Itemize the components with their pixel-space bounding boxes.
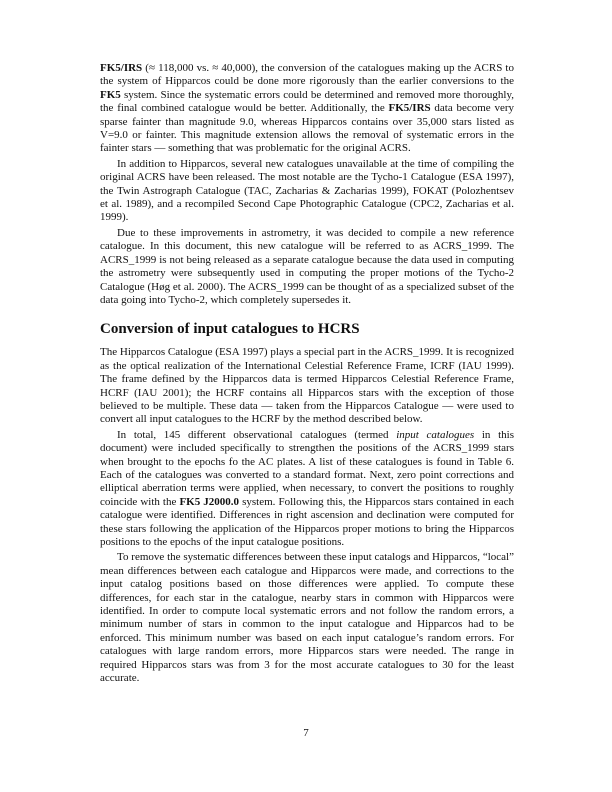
text-segment: Due to these improvements in astrometry, it was decided to compile a new reference catalogue. In this document, this new catalogue will be referred to as ACRS_1999. The ACRS_1999 is not being released as a separate catalogue because the data used in computing the astrometry were subsequently used in computing the proper motions of the Tycho-2 Catalogue (Høg et al. 2000). The ACRS_1999 can be thought of as a specialized subset of the data going into Tycho-2, which completely supersedes it. xyxy=(100,226,514,306)
section-paragraphs xyxy=(100,346,514,685)
text-block xyxy=(100,62,514,687)
paragraph xyxy=(100,551,514,685)
text-segment: To remove the systematic differences between these input catalogs and Hipparcos, “local” mean differences between each catalogue and Hipparcos were made, and corrections to the input catalog positions based on those differences were applied. To compute these differences, for each star in the catalogue, nearby stars in common with Hipparcos were identified. In order to compute local systematic errors and not follow the random errors, a minimum number of stars in common to the input catalogue and Hipparcos had to be enforced. This minimum number was based on each input catalogue’s random errors. For catalogues with large random errors, more Hipparcos stars were needed. The range in required Hipparcos stars was from 3 for the most accurate catalogues to 30 for the least accurate. xyxy=(100,551,514,685)
page-number: 7 xyxy=(303,727,309,739)
text-segment: (≈ 118,000 vs. ≈ 40,000), the conversion of the catalogues making up the ACRS to the system of Hipparcos could be done more rigorously than the earlier conversions to the xyxy=(100,62,514,88)
text-segment: FK5/IRS xyxy=(388,102,431,115)
text-segment: FK5 J2000.0 xyxy=(179,495,240,508)
text-segment: In addition to Hipparcos, several new catalogues unavailable at the time of compiling the original ACRS have been released. The most notable are the Tycho-1 Catalogue (ESA 1997), the Twin Astrograph Catalogue (TAC, Zacharias & Zacharias 1999), FOKAT (Polozhentsev et al. 1989), and a recompiled Second Cape Photographic Catalogue (CPC2, Zacharias et al. 1999). xyxy=(100,157,514,224)
text-segment: data become very sparse fainter than magnitude 9.0, whereas Hipparcos contains over 35,000 stars listed as V=9.0 or fainter. This magnitude extension allows the removal of systematic errors in the fainter stars — something that was problematic for the original ACRS. xyxy=(100,102,514,155)
text-segment: system. Following this, the Hipparcos stars contained in each catalogue were identified. Differences in right ascension and declination were computed for these stars following the application of the Hipparcos proper motions to bring the Hipparcos positions to the epochs of the input catalogue positions. xyxy=(100,495,515,548)
text-segment: The Hipparcos Catalogue (ESA 1997) plays a special part in the ACRS_1999. It is recognized as the optical realization of the International Celestial Reference Frame, ICRF (IAU 1999). The frame defined by the Hipparcos data is termed Hipparcos Celestial Reference Frame, HCRF (IAU 2001); the HCRF contains all Hipparcos stars with the exception of those believed to be multiple. These data — taken from the Hipparcos Catalogue — were used to convert all input catalogues to the HCRF by the method described below. xyxy=(100,346,514,426)
text-segment: in this document) were included specifically to strengthen the positions of the ACRS_1999 stars when brought to the epochs fo the AC plates. A list of these catalogues is found in Table 6. Each of the catalogues was converted to a standard format. Next, zero point corrections and elliptical aberration terms were applied, when necessary, to convert the positions to roughly coincide with the xyxy=(100,428,514,508)
paragraph xyxy=(100,227,514,307)
paragraph xyxy=(100,62,514,156)
paragraph xyxy=(100,429,514,550)
paragraph xyxy=(100,346,514,426)
text-segment: FK5 xyxy=(100,88,121,101)
text-segment: system. Since the systematic errors could be determined and removed more thoroughly, the final combined catalogue would be better. Additionally, the xyxy=(100,88,514,115)
paragraph xyxy=(100,158,514,225)
intro-paragraphs xyxy=(100,62,514,307)
section-heading: Conversion of input catalogues to HCRS xyxy=(100,321,360,338)
text-segment: input catalogues xyxy=(396,428,475,441)
text-segment: In total, 145 different observational catalogues (termed xyxy=(117,428,397,441)
text-segment: FK5/IRS xyxy=(100,62,143,74)
